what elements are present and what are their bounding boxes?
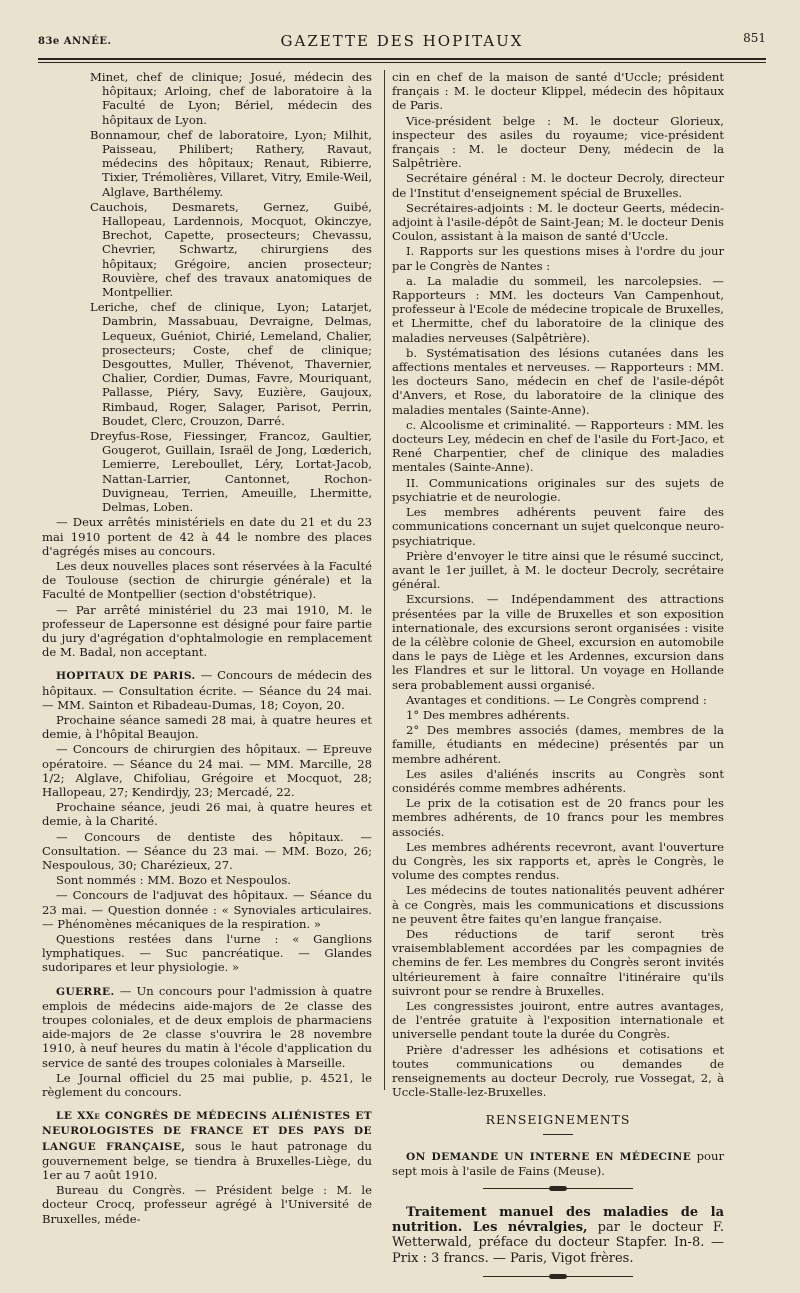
paragraph-heading: LE XXe CONGRÈS DE MÉDECINS ALIÉNISTES ET NEUROLOGISTES DE FRANCE ET DES PAYS DE LANGUE FRANÇAISE, <box>42 1110 372 1153</box>
right-column <box>392 70 724 1293</box>
paragraph-text: c. Alcoolisme et criminalité. — Rapporteurs : MM. les docteurs Ley, médecin en chef de l'asile du Fort-Jaco, et René Charpentier, chef de clinique des maladies mentales (Sainte-Anne). <box>392 417 724 475</box>
paragraph-text: Des réductions de tarif seront très vraisemblablement accordées par les compagnies de chemins de fer. Les membres du Congrès seront invités ultérieurement à faire connaître l'itinéraire qu'ils suivront pour se rendre à Bruxelles. <box>392 926 724 998</box>
paragraph <box>392 796 724 839</box>
paragraph <box>392 505 724 548</box>
paragraph <box>42 984 372 1070</box>
paragraph-text: Prochaine séance samedi 28 mai, à quatre heures et demie, à l'hôpital Beaujon. <box>42 712 372 742</box>
jury-list-entry <box>42 200 372 299</box>
paragraph <box>392 708 724 722</box>
paragraph-gap <box>42 1100 372 1108</box>
paragraph <box>42 873 372 887</box>
paragraph-text: Les asiles d'aliénés inscrits au Congrès sont considérés comme membres adhérents. <box>392 766 724 795</box>
paragraph <box>42 1183 372 1226</box>
paragraph <box>392 927 724 998</box>
paragraph-text: Les médecins de toutes nationalités peuvent adhérer à ce Congrès, mais les communications et discussions ne peuvent être faites qu'en langue française. <box>392 883 724 926</box>
jury-list-entry <box>42 300 372 428</box>
paragraph-text: II. Communications originales sur des sujets de psychiatrie et de neurologie. <box>392 475 724 504</box>
paragraph-text: Les congressistes jouiront, entre autres avantages, de l'entrée gratuite à l'exposition internationale et universelle pendant toute la durée du Congrès. <box>392 999 724 1042</box>
journal-title: GAZETTE DES HOPITAUX <box>280 32 524 50</box>
paragraph <box>392 70 724 113</box>
paragraph-gap <box>42 660 372 668</box>
paragraph-text: — Deux arrêtés ministériels en date du 21 et du 23 mai 1910 portent de 42 à 44 le nombre des places d'agrégés mises au concours. <box>42 515 372 558</box>
paragraph <box>42 668 372 712</box>
paragraph-text: — Concours de médecin des hôpitaux. — Consultation écrite. — Séance du 24 mai. — MM. Sainton et Ribadeau-Dumas, 18; Coyon, 20. <box>42 668 372 712</box>
intern-notice <box>392 1149 724 1178</box>
page-number: 851 <box>743 31 766 45</box>
paragraph-text: Questions restées dans l'urne : « Ganglions lymphatiques. — Suc pancréatique. — Glandes sudoripares et leur physiologie. » <box>42 931 372 975</box>
paragraph <box>392 693 724 707</box>
column-divider <box>384 70 385 1090</box>
paragraph-text: Secrétaire général : M. le docteur Decroly, directeur de l'Institut d'enseignement spécial de Bruxelles. <box>392 171 724 200</box>
paragraph-text: — Concours de l'adjuvat des hôpitaux. — Séance du 23 mai. — Question donnée : « Synoviales articulaires. — Phénomènes mécaniques de la respiration. » <box>42 888 372 931</box>
paragraph-text: — Par arrêté ministériel du 23 mai 1910, M. le professeur de Lapersonne est désigné pour faire partie du jury d'agrégation d'ophtalmologie en remplacement de M. Badal, non acceptant. <box>42 602 372 660</box>
paragraph <box>42 1071 372 1099</box>
paragraph <box>42 603 372 660</box>
paragraph <box>392 274 724 345</box>
jury-list-entry <box>42 70 372 127</box>
paragraph <box>392 346 724 417</box>
paragraph <box>42 515 372 558</box>
paragraph-heading: HOPITAUX DE PARIS. <box>56 670 196 683</box>
paragraph-text: Le prix de la cotisation est de 20 francs pour les membres adhérents, de 10 francs pour les membres associés. <box>392 796 724 839</box>
paragraph-text: Les membres adhérents peuvent faire des communications concernant un sujet quelconque neuro-psychiatrique. <box>392 505 724 548</box>
paragraph-heading: GUERRE. <box>56 985 115 998</box>
paragraph-text: b. Systématisation des lésions cutanées dans les affections mentales et nerveuses. — Rapporteurs : MM. les docteurs Sano, médecin en chef de l'asile-dépôt d'Anvers, et Rose, du laboratoire de la clinique des maladies mentales (Sainte-Anne). <box>392 345 724 417</box>
paragraph <box>392 767 724 795</box>
jury-list-entry <box>42 429 372 514</box>
ornament-rule <box>483 1188 633 1189</box>
paragraph-text: Bonnamour, chef de laboratoire, Lyon; Milhit, Paisseau, Philibert; Rathery, Ravaut, médecins des hôpitaux; Renaut, Ribierre, Tixier, Trémolières, Villaret, Vitry, Emile-Weil, Alglave, Barthélemy. <box>90 127 372 199</box>
jury-list-entry <box>42 128 372 199</box>
page-header <box>38 28 766 50</box>
paragraph-text: 1° Des membres adhérents. <box>406 707 570 722</box>
paragraph-text: I. Rapports sur les questions mises à l'ordre du jour par le Congrès de Nantes : <box>392 244 724 273</box>
paragraph-text: Cauchois, Desmarets, Gernez, Guibé, Hallopeau, Lardennois, Mocquot, Okinczye, Brechot, Capette, prosecteurs; Chevassu, Chevrier, Schwartz, chirurgiens des hôpitaux; Grégoire, ancien prosecteur; Rouvière, chef des travaux anatomiques de Montpellier. <box>90 199 372 300</box>
paragraph-text: Sont nommés : MM. Bozo et Nespoulos. <box>56 873 291 888</box>
paragraph <box>42 742 372 799</box>
paragraph-text: sous le haut patronage du gouvernement belge, se tiendra à Bruxelles-Liège, du 1er au 7 août 1910. <box>42 1138 372 1183</box>
paragraph <box>392 201 724 244</box>
paragraph <box>42 1108 372 1182</box>
paragraph <box>392 244 724 272</box>
header-rule-thin <box>38 62 766 63</box>
intern-notice-heading: ON DEMANDE UN INTERNE EN MÉDECINE <box>406 1150 692 1163</box>
paragraph-text: Minet, chef de clinique; Josué, médecin des hôpitaux; Arloing, chef de laboratoire à la Faculté de Lyon; Bériel, médecin des hôpitaux de Lyon. <box>90 70 372 127</box>
paragraph <box>392 999 724 1042</box>
paragraph-text: — Concours de dentiste des hôpitaux. — Consultation. — Séance du 23 mai. — MM. Bozo, 26; Nespoulous, 30; Charézieux, 27. <box>42 829 372 872</box>
paragraph-text: — Un concours pour l'admission à quatre emplois de médecins aide-majors de 2e classe des troupes coloniales, et de deux emplois de pharmaciens aide-majors de 2e classe s'ouvrira le 28 novembre 1910, à neuf heures du matin à l'école d'application du service de santé des troupes coloniales à Marseille. <box>42 983 372 1070</box>
section-title-rule <box>543 1134 573 1135</box>
paragraph-text: Leriche, chef de clinique, Lyon; Latarjet, Dambrin, Massabuau, Devraigne, Delmas, Lequeux, Guéniot, Chirié, Lemeland, Chalier, prosecteurs; Coste, chef de clinique; Desgouttes, Muller, Thévenot, Thavernier, Chalier, Cordier, Dumas, Favre, Mouriquant, Pallasse, Piéry, Savy, Euzière, Gaujoux, Rimbaud, Roger, Salager, Parisot, Perrin, Boudet, Clerc, Crouzon, Darré. <box>90 300 372 428</box>
intern-notice-text: pour sept mois à l'asile de Fains (Meuse). <box>392 1148 724 1178</box>
paragraph <box>392 840 724 883</box>
paragraph <box>392 171 724 199</box>
paragraph-text: Les membres adhérents recevront, avant l'ouverture du Congrès, les six rapports et, après le Congrès, le volume des comptes rendus. <box>392 839 724 883</box>
paragraph-text: Vice-président belge : M. le docteur Glorieux, inspecteur des asiles du royaume; vice-président français : M. le docteur Deny, médecin de la Salpêtrière. <box>392 113 724 171</box>
paragraph-text: Prochaine séance, jeudi 26 mai, à quatre heures et demie, à la Charité. <box>42 800 372 829</box>
year-label: 83e ANNÉE. <box>38 36 112 47</box>
paragraph <box>392 114 724 171</box>
right-column-body <box>392 70 724 1099</box>
paragraph <box>42 830 372 873</box>
paragraph-text: Prière d'adresser les adhésions et cotisations et toutes communications ou demandes de renseignements au docteur Decroly, rue Vossegat, 2, à Uccle-Stalle-lez-Bruxelles. <box>392 1042 724 1100</box>
paragraph <box>42 800 372 828</box>
paragraph <box>42 932 372 975</box>
paragraph <box>42 559 372 602</box>
paragraph-text: Excursions. — Indépendamment des attractions présentées par la ville de Bruxelles et son exposition internationale, des excursions seront organisées : visite de la célèbre colonie de Gheel, excursion en automobile dans le pays de Liège et les Ardennes, excursion dans les Flandres et sur le littoral. Un voyage en Hollande sera probablement aussi organisé. <box>392 592 724 692</box>
section-title: RENSEIGNEMENTS <box>485 1112 631 1128</box>
header-rule-thick <box>38 58 766 60</box>
paragraph-text: Prière d'envoyer le titre ainsi que le résumé succinct, avant le 1er juillet, à M. le docteur Decroly, secrétaire général. <box>392 548 724 592</box>
paragraph-text: Bureau du Congrès. — Président belge : M. le docteur Crocq, professeur agrégé à l'Université de Bruxelles, méde- <box>42 1183 372 1226</box>
paragraph-text: a. La maladie du sommeil, les narcolepsies. — Rapporteurs : MM. les docteurs Van Campenhout, professeur à l'Ecole de médecine tropicale de Bruxelles, et Lhermitte, chef du laboratoire de la clinique des maladies nerveuses (Salpêtrière). <box>392 273 724 345</box>
paragraph <box>42 888 372 931</box>
paragraph-text: Avantages et conditions. — Le Congrès comprend : <box>406 692 707 707</box>
paragraph <box>392 1043 724 1100</box>
paragraph-gap <box>42 976 372 984</box>
book-details: par le docteur F. Wetterwald, préface du docteur Stapfer. In-8. — Prix : 3 francs. — Paris, Vigot frères. <box>392 1220 724 1266</box>
left-column <box>42 70 372 1227</box>
paragraph-text: 2° Des membres associés (dames, membres de la famille, étudiants en médecine) présentés par un membre adhérent. <box>392 723 724 766</box>
book-title: Traitement manuel des maladies de la nutrition. Les névralgies, <box>392 1205 724 1236</box>
paragraph <box>392 549 724 592</box>
paragraph <box>392 883 724 926</box>
book-notice <box>392 1205 724 1266</box>
paragraph <box>392 418 724 475</box>
paragraph-text: cin en chef de la maison de santé d'Uccle; président français : M. le docteur Klippel, médecin des hôpitaux de Paris. <box>392 70 724 113</box>
paragraph-text: — Concours de chirurgien des hôpitaux. — Epreuve opératoire. — Séance du 24 mai. — MM. Marcille, 28 1/2; Alglave, Chifoliau, Grégoire et Mocquot, 28; Hallopeau, 27; Kendirdjy, 23; Mercadé, 22. <box>42 742 372 799</box>
paragraph <box>392 476 724 504</box>
ornament-rule-bottom <box>483 1276 633 1277</box>
paragraph-text: Le Journal officiel du 25 mai publie, p. 4521, le règlement du concours. <box>42 1070 372 1100</box>
paragraph-text: Les deux nouvelles places sont réservées à la Faculté de Toulouse (section de chirurgie générale) et la Faculté de Montpellier (section d'obstétrique). <box>42 558 372 602</box>
paragraph-text: Secrétaires-adjoints : M. le docteur Geerts, médecin-adjoint à l'asile-dépôt de Saint-Jean; M. le docteur Denis Coulon, assistant à la maison de santé d'Uccle. <box>392 200 724 244</box>
paragraph <box>392 723 724 766</box>
paragraph <box>392 592 724 691</box>
paragraph-text: Dreyfus-Rose, Fiessinger, Francoz, Gaultier, Gougerot, Guillain, Israël de Jong, Lœderich, Lemierre, Lereboullet, Léry, Lortat-Jacob, Nattan-Larrier, Cantonnet, Rochon-Duvigneau, Terrien, Ameuille, Lhermitte, Delmas, Loben. <box>90 429 372 515</box>
paragraph <box>42 713 372 741</box>
